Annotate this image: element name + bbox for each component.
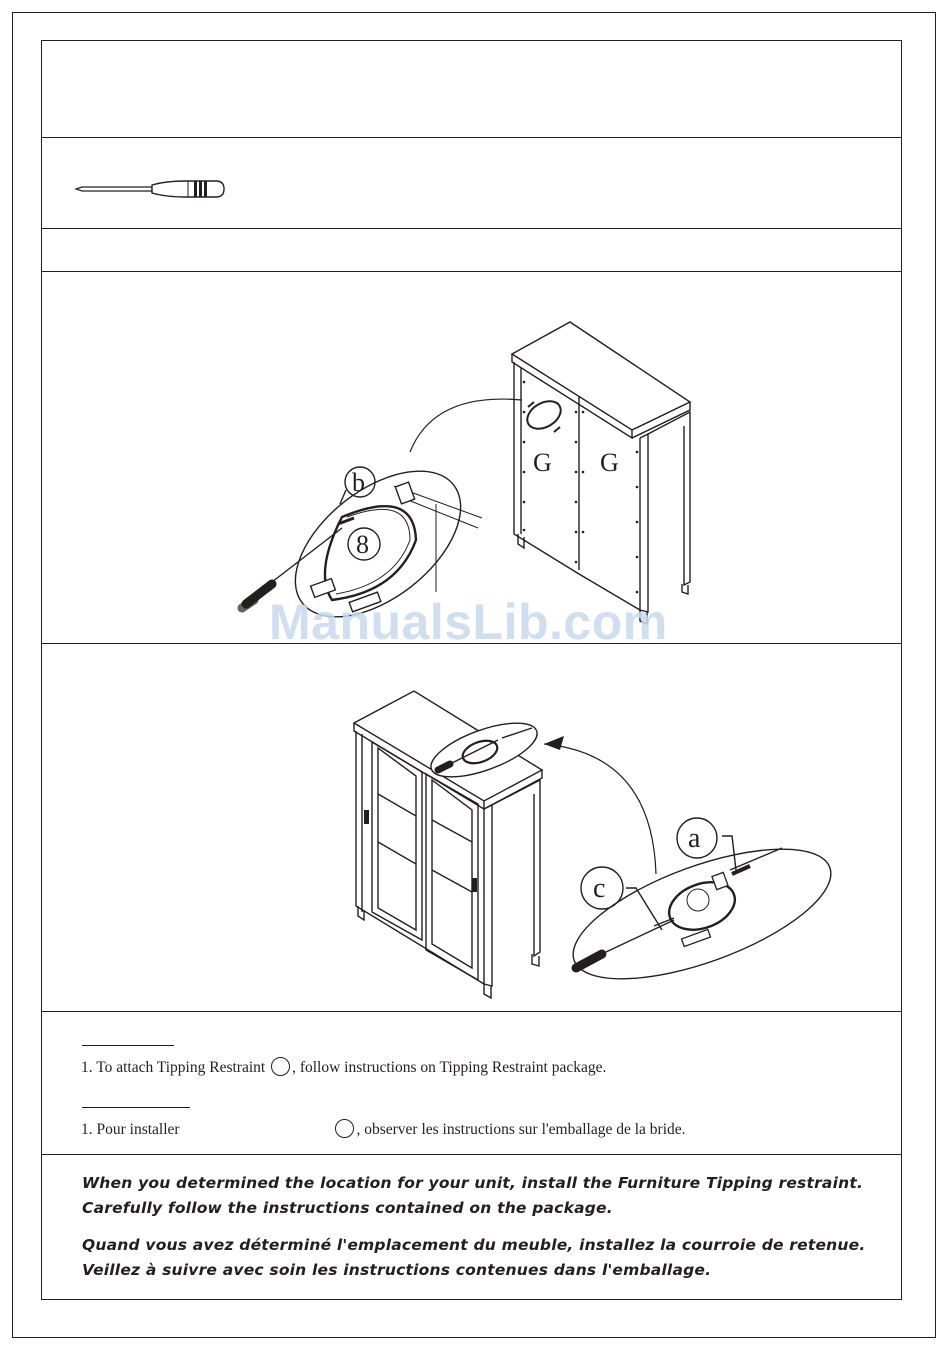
tools-row — [42, 138, 901, 229]
screwdriver-icon — [76, 176, 226, 202]
note-english-line-1: When you determined the location for your unit, install the Furniture Tipping restraint. — [82, 1174, 864, 1192]
step-1-fr-prefix: 1. Pour installer — [81, 1121, 180, 1138]
part-callout-blank-fr — [335, 1119, 354, 1138]
zoom-connector-curve — [410, 399, 522, 452]
step-1-english — [81, 1057, 606, 1077]
door-handle-right — [472, 878, 477, 892]
watermark: ManualsLib.com — [269, 594, 668, 650]
step-1-french — [81, 1119, 686, 1139]
step-diagram-1 — [42, 272, 901, 650]
step-diagram-2 — [42, 644, 901, 1012]
arrow-curve — [544, 744, 656, 874]
note-french-line-2: Veillez à suivre avec soin les instructions contenues dans l'emballage. — [82, 1261, 712, 1279]
panel-label-left: G — [533, 448, 552, 477]
steps-row — [42, 1012, 901, 1155]
callout-c-label: c — [593, 873, 606, 904]
step-1-en-prefix: 1. To attach Tipping Restraint — [81, 1059, 266, 1076]
english-heading-blank — [82, 1045, 174, 1046]
cabinet-back-diagram — [42, 272, 903, 644]
part-callout-blank-en — [271, 1057, 290, 1076]
note-french-line-1: Quand vous avez déterminé l'emplacement du meuble, installez la courroie de retenue. — [82, 1236, 866, 1254]
callout-8-label: 8 — [356, 530, 369, 559]
parts-row — [42, 229, 901, 272]
panel-label-right: G — [600, 448, 619, 477]
instruction-sheet — [41, 40, 902, 1300]
arrow-head — [544, 736, 564, 750]
door-handle-left — [364, 810, 369, 824]
header-row — [42, 41, 901, 138]
step-1-fr-suffix: , observer les instructions sur l'emballage de la bride. — [356, 1121, 686, 1138]
detail-zoom-2 — [558, 822, 846, 1005]
callout-a-label: a — [688, 823, 701, 854]
cabinet-front-diagram — [42, 644, 903, 1012]
callout-b-label: b — [352, 468, 365, 497]
mini-restraint — [522, 396, 565, 435]
french-heading-blank — [82, 1107, 190, 1108]
step-1-en-suffix: , follow instructions on Tipping Restraint package. — [292, 1059, 607, 1076]
note-english-line-2: Carefully follow the instructions contained on the package. — [82, 1199, 613, 1217]
notes-row — [42, 1155, 901, 1299]
